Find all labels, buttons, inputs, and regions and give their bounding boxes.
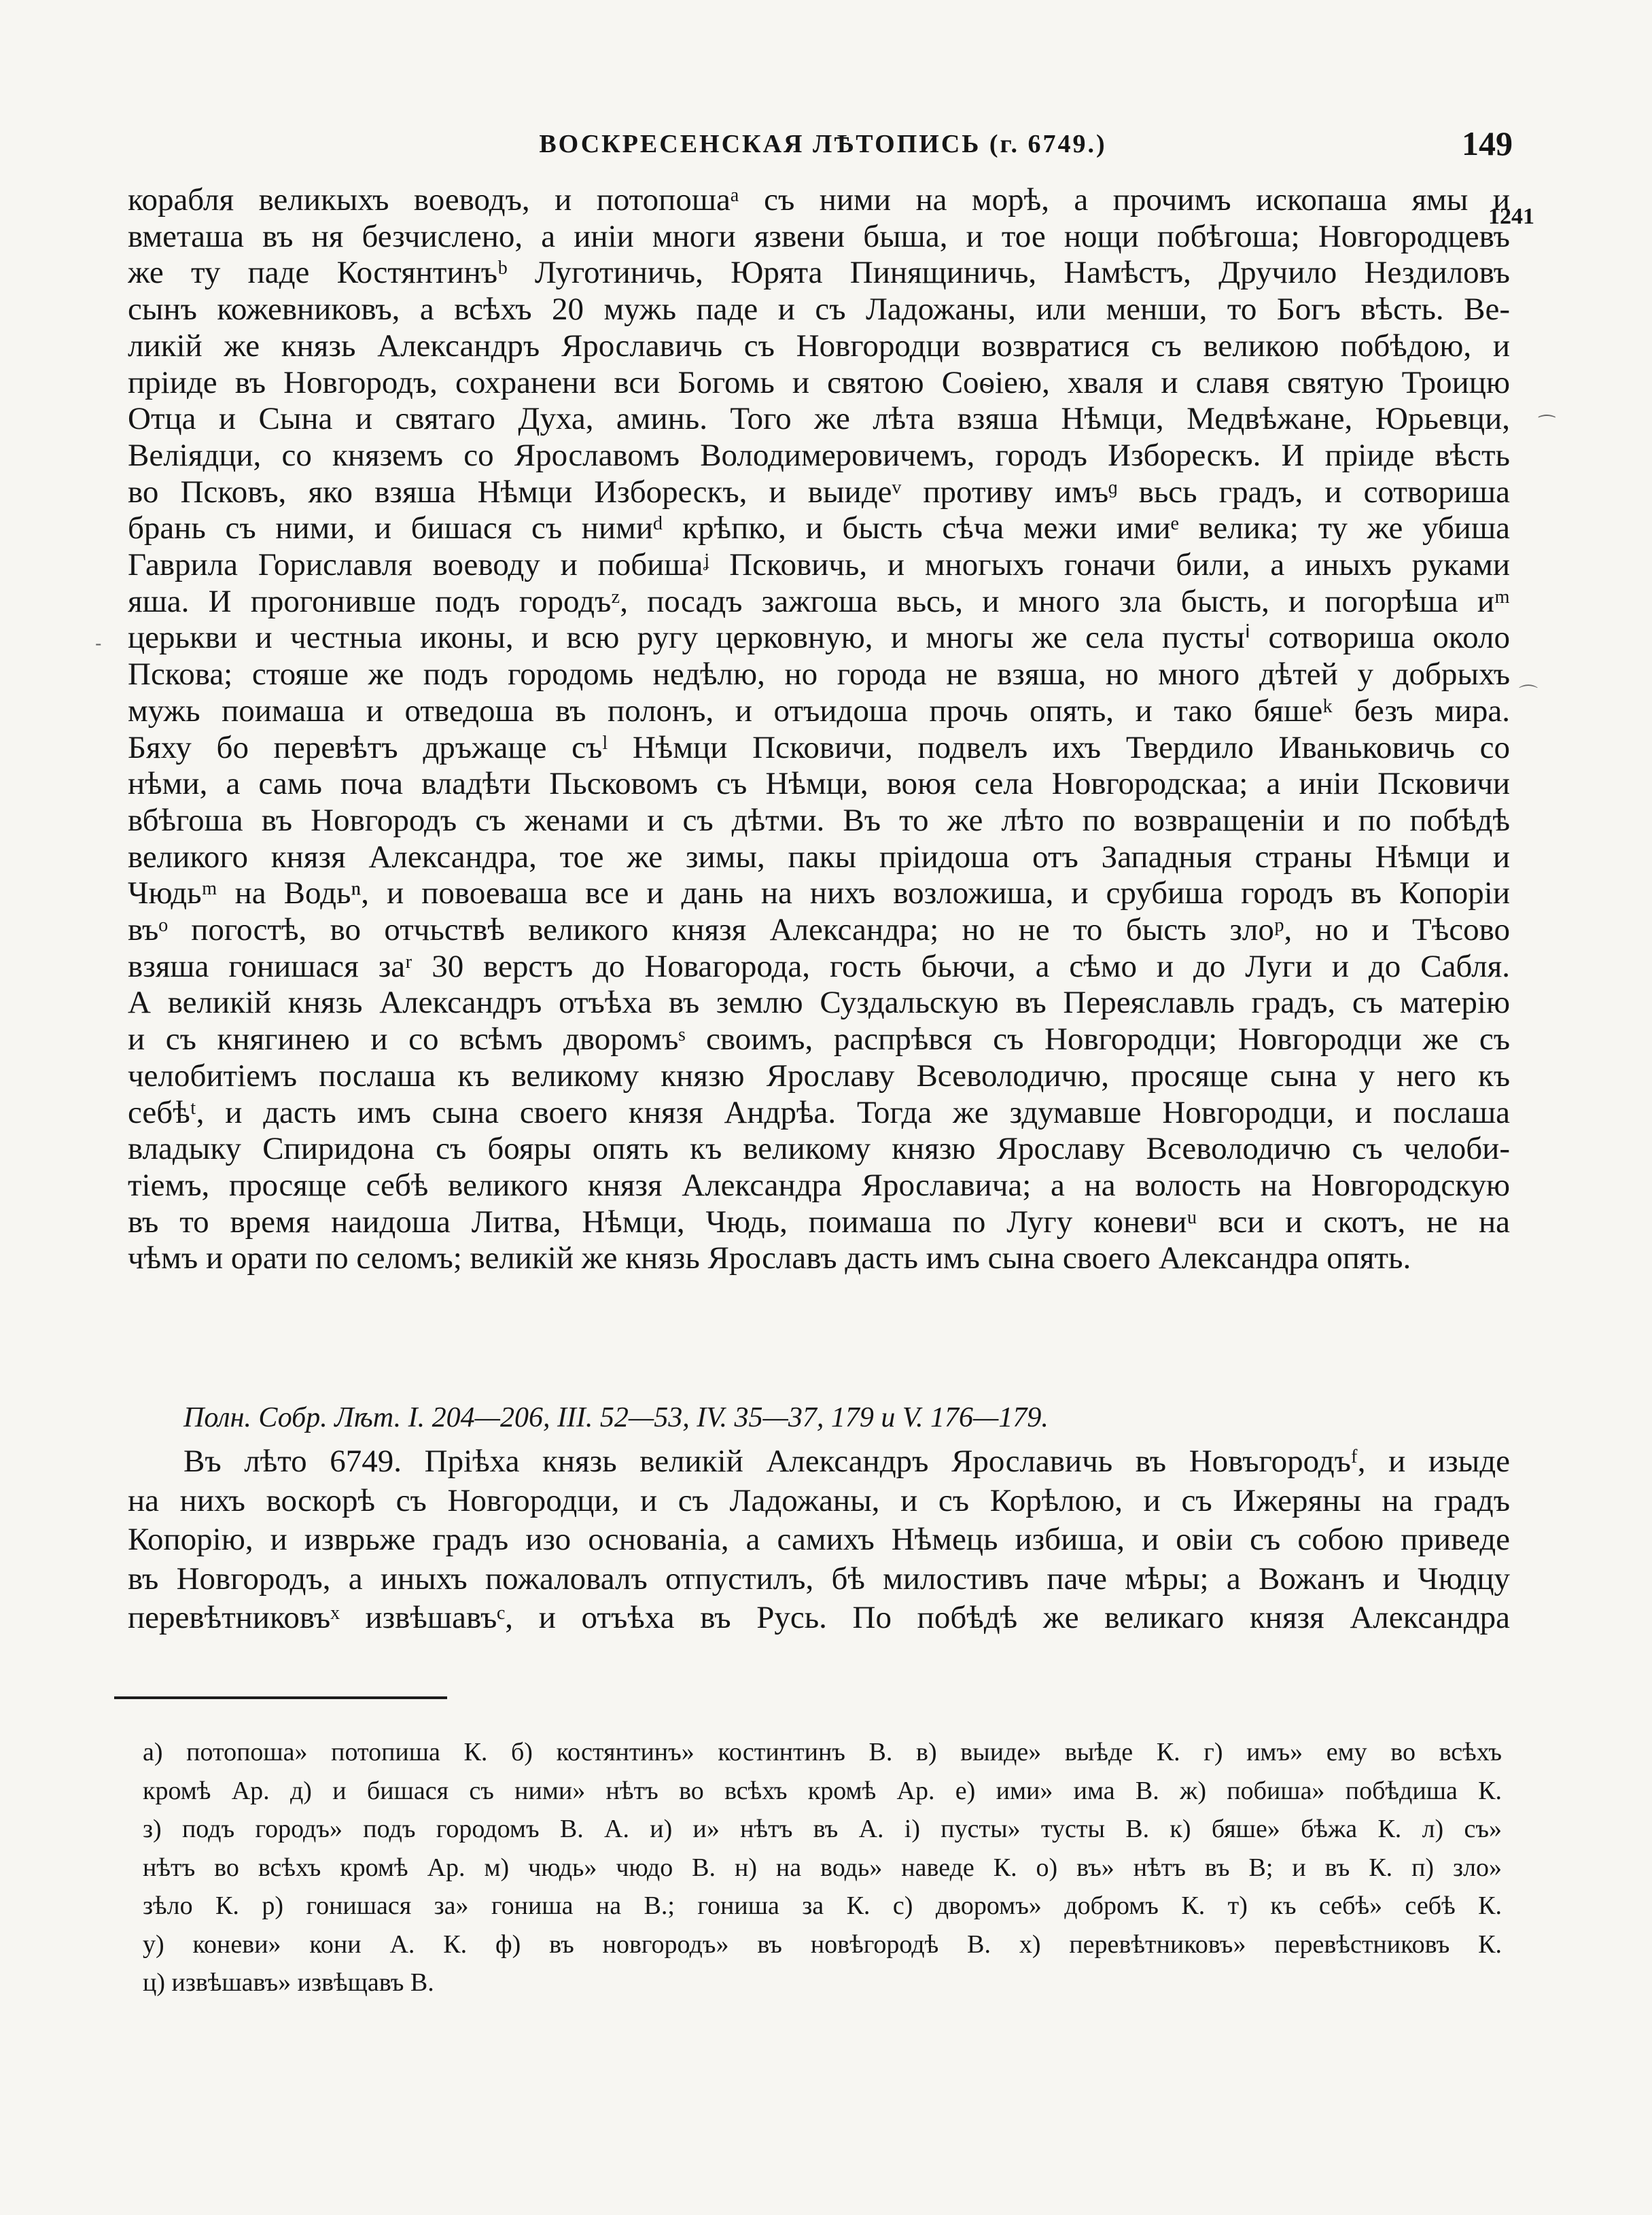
- page-number: 149: [1462, 124, 1513, 162]
- text-line: и съ княгинею и со всѣмъ дворомъˢ своимъ, распрѣвся съ Новгородци; Новгородци же съ: [128, 1022, 1510, 1058]
- text-line: взяша гонишася заʳ 30 верстъ до Новагорода, гость бьючи, а сѣмо и до Луги и до Сабля.: [128, 948, 1510, 984]
- text-line: Пскова; стояше же подъ городомь недѣлю, но города не взяша, но много дѣтей у добрыхъ: [128, 657, 1510, 693]
- footnotes: [143, 1733, 1502, 2002]
- main-paragraph: [128, 182, 1510, 1277]
- text-line: мужь поимаша и отведоша въ полонъ, и отъидоша прочь опять, и тако бяшеᵏ безъ мира.: [128, 693, 1510, 729]
- text-line: Гаврила Гориславля воеводу и побишаᶨ Псковичь, и многыхъ гоначи били, а иныхъ руками: [128, 547, 1510, 583]
- footnote-line: нѣтъ во всѣхъ кромѣ Ар. м) чюдь» чюдо В. н) на водь» наведе К. о) въ» нѣтъ въ В; и въ К. п) зло»: [143, 1853, 1502, 1882]
- text-line: Велiядци, со княземъ со Ярославомъ Володимеровичемъ, городъ Изборескъ. И прiиде вѣсть: [128, 437, 1510, 473]
- text-line: вбѣгоша въ Новгородъ съ женами и съ дѣтми. Въ то же лѣто по возвращенiи и по побѣдѣ: [128, 802, 1510, 838]
- text-line: въᵒ погостѣ, во отчьствѣ великого князя Александра; но не то бысть злоᵖ, но и Тѣсово: [128, 912, 1510, 948]
- footnote-line: а) потопоша» потопиша К. б) костянтинъ» костинтинъ В. в) выиде» выѣде К. г) имъ» ему во всѣхъ: [143, 1738, 1502, 1766]
- source-reference: Полн. Собр. Лѣт. I. 204—206, III. 52—53, IV. 35—37, 179 и V. 176—179.: [183, 1402, 1049, 1433]
- text-line: Въ лѣто 6749. Прiѣха князь великiй Александръ Ярославичь въ Новъгородъᶠ, и изыде: [183, 1444, 1510, 1479]
- text-line: Бяху бо перевѣтъ дръжаще съˡ Нѣмци Псковичи, подвелъ ихъ Твердило Иваньковичь со: [128, 729, 1510, 765]
- footnote-line: у) коневи» кони А. К. ф) въ новгородъ» въ новѣгородѣ В. х) перевѣтниковъ» перевѣстниковъ К.: [143, 1930, 1502, 1959]
- text-line: Чюдьᵐ на Водьⁿ, и повоеваша все и дань на нихъ возложиша, и срубиша городъ въ Копорiи: [128, 875, 1510, 911]
- footnote-line: ц) извѣшавъ» извѣщавъ В.: [143, 1968, 434, 1997]
- margin-mark: -: [95, 632, 102, 655]
- text-line: владыку Спиридона съ бояры опять къ великому князю Ярославу Всеволодичю съ челоби-: [128, 1131, 1510, 1167]
- text-line: Копорiю, и изврьже градъ изо основанiа, а самихъ Нѣмець избиша, и овiи съ собою приведе: [128, 1522, 1510, 1558]
- page-header: [133, 124, 1513, 164]
- text-line: ликiй же князь Александръ Ярославичь съ Новгородци возвратися съ великою побѣдою, и: [128, 328, 1510, 364]
- text-line: же ту паде Костянтинъᵇ Луготиничь, Юрята Пинящиничь, Намѣстъ, Дручило Нездиловъ: [128, 255, 1510, 291]
- text-line: во Псковъ, яко взяша Нѣмци Изборескъ, и выидеᵛ противу имъᶢ вьсь градъ, и сотвориша: [128, 474, 1510, 510]
- text-line: корабля великыхъ воеводъ, и потопошаᵃ съ ними на морѣ, а прочимъ ископаша ямы и: [128, 182, 1510, 217]
- running-title: ВОСКРЕСЕНСКАЯ ЛѢТОПИСЬ (г. 6749.): [539, 130, 1107, 158]
- text-line: церькви и честныа иконы, и всю ругу церковную, и многы же села пустыⁱ сотвориша около: [128, 620, 1510, 656]
- text-line: брань съ ними, и бишася съ нимиᵈ крѣпко, и бысть сѣча межи имиᵉ велика; ту же убиша: [128, 510, 1510, 546]
- text-line: чѣмъ и орати по селомъ; великiй же князь Ярославъ дасть имъ сына своего Александра опять.: [128, 1240, 1411, 1276]
- footnote-rule: [114, 1696, 447, 1699]
- margin-year: 1241: [1488, 204, 1534, 229]
- footnote-line: зѣло К. р) гонишася за» гониша на В.; гониша за К. с) дворомъ» добромъ К. т) къ себѣ» себѣ К.: [143, 1891, 1502, 1920]
- text-line: прiиде въ Новгородъ, сохранени вси Богомь и святою Соѳiею, хваля и славя святую Троицю: [128, 364, 1510, 400]
- text-line: челобитiемъ послаша къ великому князю Ярославу Всеволодичю, просяще сына у него къ: [128, 1058, 1510, 1094]
- text-line: Отца и Сына и святаго Духа, аминь. Того же лѣта взяша Нѣмци, Медвѣжане, Юрьевци,: [128, 401, 1510, 437]
- text-line: яша. И прогонивше подъ городъᶻ, посадъ зажгоша вьсь, и много зла бысть, и погорѣша иᵐ: [128, 583, 1510, 619]
- text-line: себѣᵗ, и дасть имъ сына своего князя Андрѣа. Тогда же здумавше Новгородци, и послаша: [128, 1094, 1510, 1130]
- margin-mark: ⁀: [1539, 415, 1555, 437]
- text-line: на нихъ воскорѣ съ Новгородци, и съ Ладожаны, и съ Корѣлою, и съ Ижеряны на градъ: [128, 1482, 1510, 1518]
- text-line: перевѣтниковъˣ извѣшавъᶜ, и отъѣха въ Русь. По побѣдѣ же великаго князя Александра: [128, 1600, 1510, 1636]
- text-line: вметаша въ ня безчислено, а инiи многи язвени быша, и тое нощи побѣгоша; Новгородцевъ: [128, 218, 1510, 254]
- text-line: великого князя Александра, тое же зимы, пакы прiидоша отъ Западныя страны Нѣмци и: [128, 839, 1510, 875]
- text-line: тiемъ, просяще себѣ великого князя Александра Ярославича; а на волость на Новгородскую: [128, 1167, 1510, 1203]
- footnote-line: кромѣ Ар. д) и бишася съ ними» нѣтъ во всѣхъ кромѣ Ар. е) ими» има В. ж) побиша» побѣдиша К.: [143, 1776, 1502, 1805]
- second-paragraph: [128, 1442, 1510, 1638]
- footnote-line: з) подъ городъ» подъ городомъ В. А. и) и» нѣтъ въ А. i) пусты» тусты В. к) бяше» бѣжа К. л) съ»: [143, 1815, 1502, 1843]
- margin-mark: ⌒: [1519, 683, 1539, 705]
- text-line: въ Новгородъ, а иныхъ пожаловалъ отпустилъ, бѣ милостивъ паче мѣры; а Вожанъ и Чюдцу: [128, 1560, 1510, 1597]
- text-line: нѣми, а самь поча владѣти Пьсковомъ съ Нѣмци, воюя села Новгородскаа; а инiи Псковичи: [128, 766, 1510, 802]
- text-line: А великiй князь Александръ отъѣха въ землю Суздальскую въ Переяславль градъ, съ матерiю: [128, 985, 1510, 1021]
- text-line: въ то время наидоша Литва, Нѣмци, Чюдь, поимаша по Лугу коневиᵘ вси и скотъ, не на: [128, 1204, 1510, 1240]
- text-line: сынъ кожевниковъ, а всѣхъ 20 мужь паде и съ Ладожаны, или менши, то Богъ вѣсть. Ве-: [128, 292, 1510, 328]
